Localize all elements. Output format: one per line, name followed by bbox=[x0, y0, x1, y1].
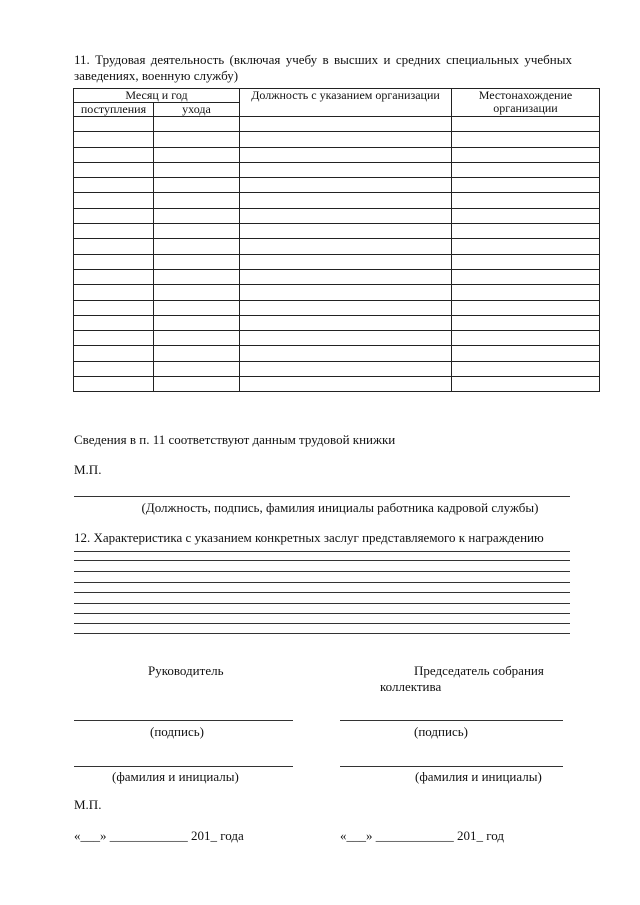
location-cell[interactable] bbox=[452, 193, 600, 208]
section-11-heading bbox=[74, 52, 572, 84]
entry-cell[interactable] bbox=[74, 269, 154, 284]
table-row bbox=[74, 239, 600, 254]
position-cell[interactable] bbox=[240, 178, 452, 193]
position-cell[interactable] bbox=[240, 239, 452, 254]
chair-name-caption: (фамилия и инициалы) bbox=[415, 769, 542, 784]
exit-header: ухода bbox=[154, 103, 240, 117]
position-cell[interactable] bbox=[240, 361, 452, 376]
location-cell[interactable] bbox=[452, 315, 600, 330]
hr-signature-caption: (Должность, подпись, фамилия инициалы работника кадровой службы) bbox=[141, 500, 539, 515]
date-right[interactable]: «___» ____________ 201_ год bbox=[340, 828, 504, 843]
table-row bbox=[74, 132, 600, 147]
entry-cell[interactable] bbox=[74, 117, 154, 132]
head-name-caption: (фамилия и инициалы) bbox=[112, 769, 239, 784]
entry-cell[interactable] bbox=[74, 300, 154, 315]
entry-cell[interactable] bbox=[74, 346, 154, 361]
location-cell[interactable] bbox=[452, 361, 600, 376]
position-cell[interactable] bbox=[240, 193, 452, 208]
exit-cell[interactable] bbox=[154, 132, 240, 147]
location-cell[interactable] bbox=[452, 285, 600, 300]
position-cell[interactable] bbox=[240, 331, 452, 346]
entry-cell[interactable] bbox=[74, 178, 154, 193]
exit-cell[interactable] bbox=[154, 331, 240, 346]
location-cell[interactable] bbox=[452, 208, 600, 223]
table-row bbox=[74, 162, 600, 177]
exit-cell[interactable] bbox=[154, 193, 240, 208]
table-row bbox=[74, 178, 600, 193]
location-cell[interactable] bbox=[452, 254, 600, 269]
position-cell[interactable] bbox=[240, 147, 452, 162]
location-cell[interactable] bbox=[452, 147, 600, 162]
exit-cell[interactable] bbox=[154, 224, 240, 239]
exit-cell[interactable] bbox=[154, 162, 240, 177]
position-cell[interactable] bbox=[240, 117, 452, 132]
characteristic-line[interactable] bbox=[74, 633, 570, 634]
location-cell[interactable] bbox=[452, 224, 600, 239]
location-header-line2: организации bbox=[493, 101, 558, 115]
location-cell[interactable] bbox=[452, 346, 600, 361]
head-signature-caption: (подпись) bbox=[150, 724, 204, 739]
position-header: Должность с указанием организации bbox=[240, 89, 452, 117]
stamp-placeholder-1: М.П. bbox=[74, 462, 102, 477]
location-cell[interactable] bbox=[452, 132, 600, 147]
entry-cell[interactable] bbox=[74, 239, 154, 254]
section-11-heading-line2: заведениях, военную службу) bbox=[74, 68, 239, 83]
location-cell[interactable] bbox=[452, 239, 600, 254]
exit-cell[interactable] bbox=[154, 117, 240, 132]
entry-cell[interactable] bbox=[74, 315, 154, 330]
position-cell[interactable] bbox=[240, 285, 452, 300]
exit-cell[interactable] bbox=[154, 254, 240, 269]
table-row bbox=[74, 346, 600, 361]
position-cell[interactable] bbox=[240, 254, 452, 269]
section-12-heading: 12. Характеристика с указанием конкретных заслуг представляемого к награждению bbox=[74, 530, 544, 545]
table-row bbox=[74, 193, 600, 208]
table-row bbox=[74, 254, 600, 269]
exit-cell[interactable] bbox=[154, 346, 240, 361]
chair-name-line[interactable] bbox=[340, 766, 563, 767]
location-cell[interactable] bbox=[452, 331, 600, 346]
chair-signature-line[interactable] bbox=[340, 720, 563, 721]
table-row bbox=[74, 285, 600, 300]
entry-cell[interactable] bbox=[74, 224, 154, 239]
table-row bbox=[74, 377, 600, 392]
exit-cell[interactable] bbox=[154, 147, 240, 162]
position-cell[interactable] bbox=[240, 208, 452, 223]
location-header bbox=[452, 89, 600, 117]
characteristic-line[interactable] bbox=[74, 571, 570, 572]
exit-cell[interactable] bbox=[154, 178, 240, 193]
entry-cell[interactable] bbox=[74, 361, 154, 376]
table-row bbox=[74, 224, 600, 239]
position-cell[interactable] bbox=[240, 224, 452, 239]
exit-cell[interactable] bbox=[154, 285, 240, 300]
characteristic-line[interactable] bbox=[74, 623, 570, 624]
head-title: Руководитель bbox=[148, 663, 224, 678]
work-history-table bbox=[73, 88, 600, 392]
table-row bbox=[74, 315, 600, 330]
location-cell[interactable] bbox=[452, 269, 600, 284]
table-row bbox=[74, 147, 600, 162]
stamp-placeholder-2: М.П. bbox=[74, 797, 102, 812]
table-row bbox=[74, 331, 600, 346]
location-header-line1: Местонахождение bbox=[478, 88, 573, 102]
characteristic-line[interactable] bbox=[74, 613, 570, 614]
entry-cell[interactable] bbox=[74, 162, 154, 177]
entry-cell[interactable] bbox=[74, 208, 154, 223]
hr-signature-line[interactable] bbox=[74, 496, 570, 497]
location-cell[interactable] bbox=[452, 162, 600, 177]
position-cell[interactable] bbox=[240, 315, 452, 330]
chair-title-line1: Председатель собрания bbox=[414, 663, 544, 678]
month-year-header: Месяц и год bbox=[74, 89, 240, 103]
chair-signature-caption: (подпись) bbox=[414, 724, 468, 739]
location-cell[interactable] bbox=[452, 300, 600, 315]
head-signature-line[interactable] bbox=[74, 720, 293, 721]
position-cell[interactable] bbox=[240, 132, 452, 147]
exit-cell[interactable] bbox=[154, 239, 240, 254]
entry-cell[interactable] bbox=[74, 132, 154, 147]
table-row bbox=[74, 300, 600, 315]
hr-note: Сведения в п. 11 соответствуют данным трудовой книжки bbox=[74, 432, 396, 447]
head-name-line[interactable] bbox=[74, 766, 293, 767]
characteristic-line[interactable] bbox=[74, 603, 570, 604]
table-row bbox=[74, 208, 600, 223]
table-row bbox=[74, 117, 600, 132]
entry-header: поступления bbox=[74, 103, 154, 117]
entry-cell[interactable] bbox=[74, 193, 154, 208]
position-cell[interactable] bbox=[240, 269, 452, 284]
chair-title-line2: коллектива bbox=[380, 679, 442, 694]
location-cell[interactable] bbox=[452, 377, 600, 392]
exit-cell[interactable] bbox=[154, 208, 240, 223]
location-cell[interactable] bbox=[452, 117, 600, 132]
section-11-heading-line1: 11. Трудовая деятельность (включая учебу в высших и средних специальных учебных bbox=[74, 52, 572, 67]
characteristic-line[interactable] bbox=[74, 560, 570, 561]
entry-cell[interactable] bbox=[74, 285, 154, 300]
characteristic-line[interactable] bbox=[74, 551, 570, 552]
characteristic-line[interactable] bbox=[74, 582, 570, 583]
characteristic-line[interactable] bbox=[74, 592, 570, 593]
position-cell[interactable] bbox=[240, 162, 452, 177]
exit-cell[interactable] bbox=[154, 361, 240, 376]
work-history-rows bbox=[74, 117, 600, 392]
entry-cell[interactable] bbox=[74, 331, 154, 346]
date-left[interactable]: «___» ____________ 201_ года bbox=[74, 828, 244, 843]
entry-cell[interactable] bbox=[74, 147, 154, 162]
exit-cell[interactable] bbox=[154, 269, 240, 284]
position-cell[interactable] bbox=[240, 377, 452, 392]
table-row bbox=[74, 269, 600, 284]
exit-cell[interactable] bbox=[154, 300, 240, 315]
position-cell[interactable] bbox=[240, 346, 452, 361]
entry-cell[interactable] bbox=[74, 254, 154, 269]
location-cell[interactable] bbox=[452, 178, 600, 193]
entry-cell[interactable] bbox=[74, 377, 154, 392]
position-cell[interactable] bbox=[240, 300, 452, 315]
exit-cell[interactable] bbox=[154, 377, 240, 392]
table-row bbox=[74, 361, 600, 376]
exit-cell[interactable] bbox=[154, 315, 240, 330]
